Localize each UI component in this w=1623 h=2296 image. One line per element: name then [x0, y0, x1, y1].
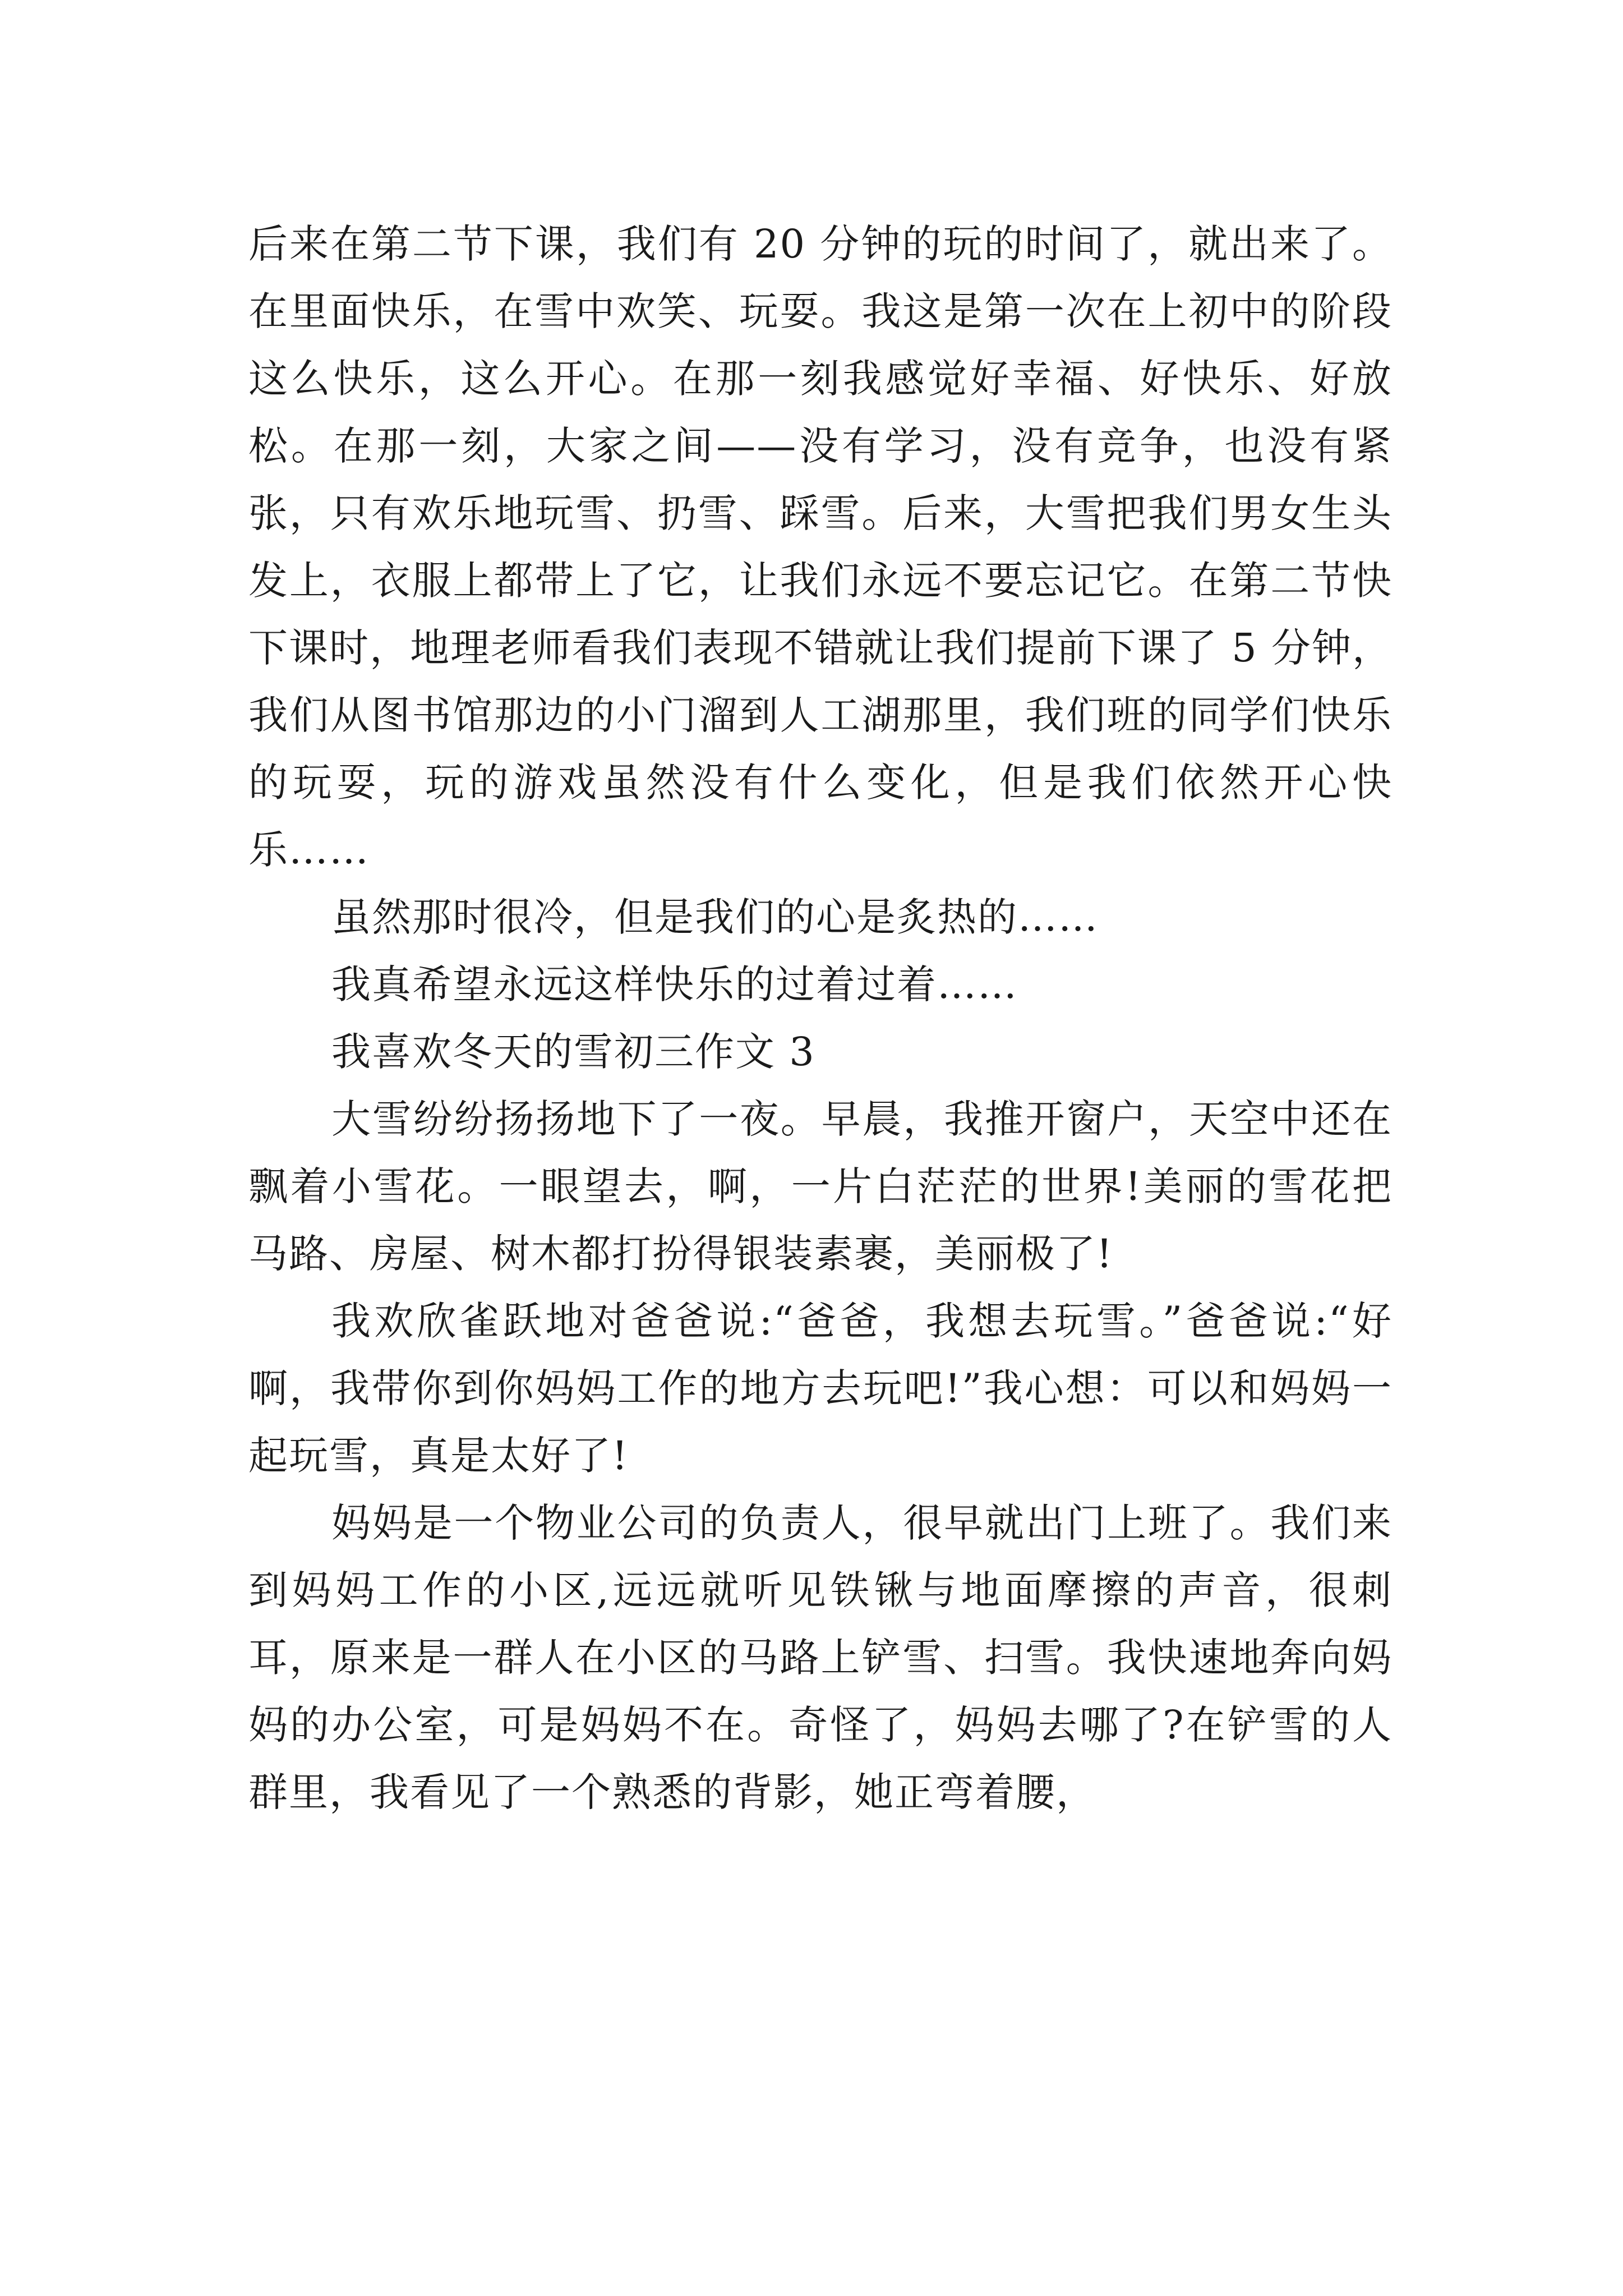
paragraph-1: 后来在第二节下课，我们有 20 分钟的玩的时间了，就出来了。在里面快乐，在雪中欢笑、玩耍。我这是第一次在上初中的阶段这么快乐，这么开心。在那一刻我感觉好幸福、好快乐、好放松。在那一刻，大家之间——没有学习，没有竞争，也没有紧张，只有欢乐地玩雪、扔雪、踩雪。后来，大雪把我们男女生头发上，衣服上都带上了它，让我们永远不要忘记它。在第二节快下课时，地理老师看我们表现不错就让我们提前下课了 5 分钟，我们从图书馆那边的小门溜到人工湖那里，我们班的同学们快乐的玩耍，玩的游戏虽然没有什么变化，但是我们依然开心快乐…… — [248, 221, 1393, 873]
paragraph-6: 妈妈是一个物业公司的负责人，很早就出门上班了。我们来到妈妈工作的小区,远远就听见铁锹与地面摩擦的声音，很刺耳，原来是一群人在小区的马路上铲雪、扫雪。我快速地奔向妈妈的办公室，可是妈妈不在。奇怪了，妈妈去哪了?在铲雪的人群里，我看见了一个熟悉的背影，她正弯着腰， — [248, 1500, 1393, 1815]
paragraph-4: 大雪纷纷扬扬地下了一夜。早晨，我推开窗户，天空中还在飘着小雪花。一眼望去，啊，一片白茫茫的世界!美丽的雪花把马路、房屋、树木都打扮得银装素裹，美丽极了! — [248, 1096, 1393, 1277]
document-body — [248, 210, 1393, 1826]
paragraph-5: 我欢欣雀跃地对爸爸说:“爸爸，我想去玩雪。”爸爸说:“好啊，我带你到你妈妈工作的地方去玩吧!”我心想：可以和妈妈一起玩雪，真是太好了! — [248, 1298, 1393, 1479]
section-heading: 我喜欢冬天的雪初三作文 3 — [331, 1029, 815, 1075]
paragraph-2: 虽然那时很冷，但是我们的心是炙热的…… — [331, 894, 1099, 940]
paragraph-3: 我真希望永远这样快乐的过着过着…… — [331, 961, 1018, 1007]
